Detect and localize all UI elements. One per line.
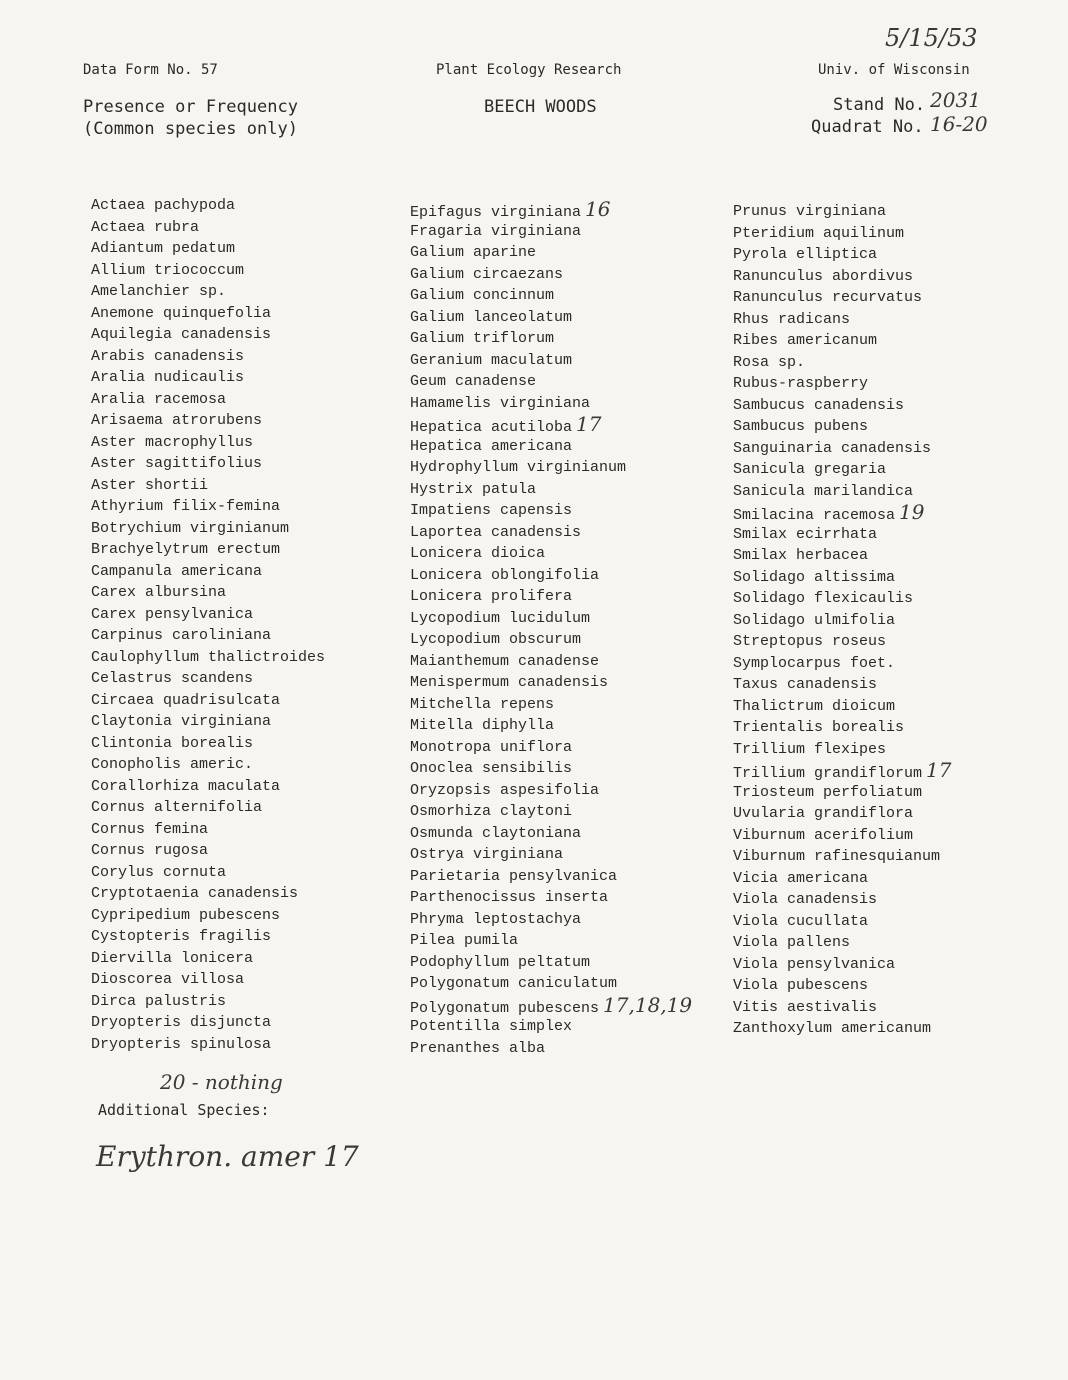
species-row bbox=[733, 395, 951, 417]
species-row bbox=[733, 846, 951, 868]
species-row bbox=[410, 242, 692, 264]
species-row bbox=[410, 866, 692, 888]
species-name: Osmorhiza claytoni bbox=[410, 803, 573, 820]
species-name: Lonicera prolifera bbox=[410, 588, 573, 605]
species-row bbox=[91, 217, 325, 239]
species-row bbox=[91, 690, 325, 712]
species-name: Streptopus roseus bbox=[733, 633, 887, 650]
species-row bbox=[733, 244, 951, 266]
species-row bbox=[733, 309, 951, 331]
species-name: Arisaema atrorubens bbox=[91, 412, 263, 429]
species-name: Hystrix patula bbox=[410, 480, 537, 498]
organization: Plant Ecology Research bbox=[436, 62, 622, 78]
species-column-1 bbox=[91, 195, 325, 1055]
species-row bbox=[410, 199, 692, 221]
community-title: BEECH WOODS bbox=[484, 97, 597, 117]
species-row bbox=[410, 565, 692, 587]
species-row bbox=[410, 672, 692, 694]
species-name: Sanicula gregaria bbox=[733, 461, 887, 478]
species-row bbox=[733, 459, 951, 481]
species-row bbox=[410, 780, 692, 802]
species-row bbox=[733, 588, 951, 610]
species-name: Cornus femina bbox=[91, 820, 209, 838]
species-row bbox=[733, 954, 951, 976]
species-name: Viola canadensis bbox=[733, 891, 878, 908]
species-name: Cystopteris fragilis bbox=[91, 928, 272, 945]
university: Univ. of Wisconsin bbox=[818, 62, 970, 78]
form-number: Data Form No. 57 bbox=[83, 62, 218, 78]
species-name: Arabis canadensis bbox=[91, 347, 245, 365]
species-row bbox=[410, 543, 692, 565]
species-name: Carex albursina bbox=[91, 584, 227, 601]
form-title-line2: (Common species only) bbox=[83, 119, 298, 139]
species-row bbox=[733, 1018, 951, 1040]
species-row bbox=[733, 416, 951, 438]
species-row bbox=[410, 328, 692, 350]
handwritten-quadrat-note: 16 bbox=[585, 197, 611, 221]
species-row bbox=[91, 840, 325, 862]
species-row bbox=[733, 825, 951, 847]
species-name: Thalictrum dioicum bbox=[733, 697, 896, 715]
additional-note-bottom: Erythron. amer 17 bbox=[96, 1140, 359, 1173]
species-name: Circaea quadrisulcata bbox=[91, 691, 281, 709]
species-row bbox=[733, 932, 951, 954]
species-name: Viburnum rafinesquianum bbox=[733, 848, 941, 865]
species-row bbox=[91, 453, 325, 475]
species-name: Uvularia grandiflora bbox=[733, 805, 914, 822]
species-name: Dryopteris spinulosa bbox=[91, 1035, 272, 1053]
species-name: Clintonia borealis bbox=[91, 734, 254, 752]
species-name: Galium lanceolatum bbox=[410, 308, 573, 326]
species-row bbox=[733, 631, 951, 653]
species-row bbox=[410, 393, 692, 415]
species-row bbox=[410, 436, 692, 458]
species-row bbox=[410, 1016, 692, 1038]
species-name: Corallorhiza maculata bbox=[91, 777, 281, 795]
species-row bbox=[91, 1034, 325, 1056]
species-row bbox=[733, 330, 951, 352]
species-row bbox=[91, 303, 325, 325]
species-row bbox=[410, 737, 692, 759]
species-name: Lycopodium obscurum bbox=[410, 631, 582, 648]
species-column-2 bbox=[410, 199, 692, 1059]
species-name: Corylus cornuta bbox=[91, 863, 227, 881]
species-row bbox=[91, 733, 325, 755]
species-name: Anemone quinquefolia bbox=[91, 304, 272, 322]
species-name: Dioscorea villosa bbox=[91, 971, 245, 988]
species-name: Monotropa uniflora bbox=[410, 738, 573, 756]
species-name: Rhus radicans bbox=[733, 310, 851, 328]
species-row bbox=[733, 696, 951, 718]
species-name: Laportea canadensis bbox=[410, 523, 582, 541]
species-row bbox=[733, 266, 951, 288]
species-name: Maianthemum canadense bbox=[410, 652, 600, 670]
species-row bbox=[91, 475, 325, 497]
species-name: Galium aparine bbox=[410, 244, 537, 261]
species-name: Galium circaezans bbox=[410, 265, 564, 283]
species-name: Solidago altissima bbox=[733, 568, 896, 586]
species-row bbox=[91, 346, 325, 368]
species-row bbox=[410, 350, 692, 372]
species-name: Amelanchier sp. bbox=[91, 283, 227, 300]
species-name: Lonicera dioica bbox=[410, 545, 546, 562]
species-name: Hamamelis virginiana bbox=[410, 394, 591, 412]
species-row bbox=[410, 479, 692, 501]
species-name: Celastrus scandens bbox=[91, 670, 254, 687]
species-row bbox=[91, 883, 325, 905]
species-name: Pteridium aquilinum bbox=[733, 224, 905, 242]
species-name: Mitella diphylla bbox=[410, 717, 555, 734]
species-row bbox=[91, 582, 325, 604]
species-row bbox=[410, 758, 692, 780]
species-row bbox=[733, 803, 951, 825]
species-name: Oryzopsis aspesifolia bbox=[410, 781, 600, 799]
species-row bbox=[733, 287, 951, 309]
species-name: Solidago flexicaulis bbox=[733, 590, 914, 607]
stand-label: Stand No. bbox=[833, 95, 926, 115]
species-row bbox=[733, 201, 951, 223]
species-name: Sanguinaria canadensis bbox=[733, 439, 932, 457]
species-row bbox=[733, 610, 951, 632]
species-row bbox=[410, 285, 692, 307]
species-row bbox=[91, 561, 325, 583]
species-row bbox=[91, 819, 325, 841]
species-name: Aralia nudicaulis bbox=[91, 369, 245, 386]
handwritten-date: 5/15/53 bbox=[885, 24, 978, 52]
species-row bbox=[733, 997, 951, 1019]
species-name: Potentilla simplex bbox=[410, 1018, 573, 1035]
species-row bbox=[91, 238, 325, 260]
form-title-line1: Presence or Frequency bbox=[83, 97, 298, 117]
species-name: Cypripedium pubescens bbox=[91, 906, 281, 924]
species-name: Caulophyllum thalictroides bbox=[91, 648, 326, 666]
species-name: Ribes americanum bbox=[733, 332, 878, 349]
species-name: Lonicera oblongifolia bbox=[410, 566, 600, 584]
species-row bbox=[91, 539, 325, 561]
species-row bbox=[91, 647, 325, 669]
species-name: Viola pallens bbox=[733, 934, 851, 951]
species-name: Prunus virginiana bbox=[733, 203, 887, 220]
species-name: Parietaria pensylvanica bbox=[410, 867, 618, 885]
species-name: Campanula americana bbox=[91, 562, 263, 580]
species-name: Geranium maculatum bbox=[410, 351, 573, 369]
handwritten-quadrat-note: 17 bbox=[576, 412, 602, 436]
stand-value: 2031 bbox=[930, 88, 981, 112]
species-name: Trillium flexipes bbox=[733, 740, 887, 758]
species-row bbox=[410, 371, 692, 393]
species-row bbox=[410, 909, 692, 931]
species-row bbox=[733, 481, 951, 503]
species-row bbox=[410, 952, 692, 974]
species-name: Smilacina racemosa bbox=[733, 507, 896, 524]
species-row bbox=[410, 264, 692, 286]
species-name: Athyrium filix-femina bbox=[91, 498, 281, 515]
species-name: Symplocarpus foet. bbox=[733, 654, 896, 672]
species-row bbox=[410, 887, 692, 909]
handwritten-quadrat-note: 17 bbox=[926, 758, 952, 782]
species-name: Mitchella repens bbox=[410, 695, 555, 713]
species-row bbox=[733, 438, 951, 460]
species-name: Geum canadense bbox=[410, 373, 537, 390]
species-row bbox=[91, 260, 325, 282]
species-row bbox=[410, 500, 692, 522]
species-name: Aralia racemosa bbox=[91, 390, 227, 408]
species-name: Vitis aestivalis bbox=[733, 998, 878, 1016]
species-row bbox=[410, 992, 693, 1017]
species-row bbox=[91, 518, 325, 540]
species-row bbox=[91, 324, 325, 346]
species-name: Triosteum perfoliatum bbox=[733, 783, 923, 801]
species-name: Podophyllum peltatum bbox=[410, 953, 591, 971]
species-name: Polygonatum caniculatum bbox=[410, 975, 618, 992]
species-name: Cornus alternifolia bbox=[91, 799, 263, 816]
species-name: Taxus canadensis bbox=[733, 676, 878, 693]
species-row bbox=[733, 717, 951, 739]
species-row bbox=[91, 991, 325, 1013]
species-name: Parthenocissus inserta bbox=[410, 889, 609, 906]
species-name: Smilax herbacea bbox=[733, 547, 869, 564]
species-row bbox=[410, 1038, 692, 1060]
species-row bbox=[410, 414, 692, 436]
species-name: Trillium grandiflorum bbox=[733, 765, 923, 782]
species-row bbox=[733, 502, 951, 524]
species-name: Conopholis americ. bbox=[91, 756, 254, 773]
additional-species-label: Additional Species: bbox=[98, 1101, 270, 1119]
species-row bbox=[733, 782, 951, 804]
species-name: Carex pensylvanica bbox=[91, 605, 254, 623]
species-name: Vicia americana bbox=[733, 869, 869, 887]
species-name: Viola cucullata bbox=[733, 912, 869, 930]
species-row bbox=[91, 604, 325, 626]
species-row bbox=[410, 522, 692, 544]
species-name: Aster shortii bbox=[91, 476, 209, 494]
quadrat-value: 16-20 bbox=[930, 112, 988, 136]
species-row bbox=[410, 973, 692, 995]
species-row bbox=[91, 711, 325, 733]
species-name: Viburnum acerifolium bbox=[733, 826, 914, 844]
species-name: Aster sagittifolius bbox=[91, 455, 263, 472]
species-row bbox=[91, 496, 325, 518]
species-name: Aster macrophyllus bbox=[91, 433, 254, 451]
species-row bbox=[91, 625, 325, 647]
additional-note-top: 20 - nothing bbox=[160, 1070, 283, 1094]
species-row bbox=[410, 307, 692, 329]
species-row bbox=[733, 868, 951, 890]
species-row bbox=[410, 651, 692, 673]
species-name: Hydrophyllum virginianum bbox=[410, 459, 627, 476]
species-row bbox=[91, 432, 325, 454]
species-name: Rosa sp. bbox=[733, 353, 806, 371]
handwritten-quadrat-note: 17,18,19 bbox=[603, 992, 693, 1017]
species-row bbox=[91, 969, 325, 991]
quadrat-label: Quadrat No. bbox=[811, 117, 924, 137]
species-name: Onoclea sensibilis bbox=[410, 760, 573, 777]
species-name: Botrychium virginianum bbox=[91, 519, 290, 537]
species-row bbox=[733, 911, 951, 933]
species-row bbox=[410, 457, 692, 479]
species-row bbox=[91, 367, 325, 389]
species-name: Epifagus virginiana bbox=[410, 204, 582, 221]
species-name: Phryma leptostachya bbox=[410, 910, 582, 928]
species-row bbox=[91, 797, 325, 819]
species-name: Ostrya virginiana bbox=[410, 846, 564, 863]
species-row bbox=[91, 754, 325, 776]
species-row bbox=[91, 1012, 325, 1034]
species-row bbox=[410, 823, 692, 845]
species-row bbox=[733, 760, 951, 782]
species-name: Adiantum pedatum bbox=[91, 240, 236, 257]
species-name: Osmunda claytoniana bbox=[410, 824, 582, 842]
species-name: Ranunculus abordivus bbox=[733, 267, 914, 285]
species-name: Pyrola elliptica bbox=[733, 246, 878, 263]
species-row bbox=[91, 905, 325, 927]
species-row bbox=[733, 545, 951, 567]
species-name: Hepatica acutiloba bbox=[410, 419, 573, 436]
species-name: Menispermum canadensis bbox=[410, 674, 609, 691]
species-name: Smilax ecirrhata bbox=[733, 525, 878, 543]
species-row bbox=[91, 668, 325, 690]
species-name: Viola pensylvanica bbox=[733, 955, 896, 973]
species-row bbox=[410, 221, 692, 243]
species-name: Ranunculus recurvatus bbox=[733, 289, 923, 306]
species-row bbox=[410, 608, 692, 630]
species-name: Actaea rubra bbox=[91, 218, 200, 236]
species-row bbox=[91, 776, 325, 798]
species-row bbox=[91, 410, 325, 432]
species-row bbox=[91, 926, 325, 948]
species-name: Galium triflorum bbox=[410, 330, 555, 347]
species-name: Dryopteris disjuncta bbox=[91, 1014, 272, 1031]
species-row bbox=[733, 889, 951, 911]
species-name: Lycopodium lucidulum bbox=[410, 609, 591, 627]
species-name: Aquilegia canadensis bbox=[91, 326, 272, 343]
species-name: Fragaria virginiana bbox=[410, 222, 582, 240]
species-name: Claytonia virginiana bbox=[91, 713, 272, 730]
species-name: Zanthoxylum americanum bbox=[733, 1020, 932, 1037]
species-row bbox=[410, 844, 692, 866]
species-row bbox=[91, 281, 325, 303]
species-name: Cornus rugosa bbox=[91, 842, 209, 859]
species-row bbox=[410, 694, 692, 716]
species-column-3 bbox=[733, 201, 951, 1040]
species-name: Impatiens capensis bbox=[410, 502, 573, 519]
species-row bbox=[733, 653, 951, 675]
species-name: Allium triococcum bbox=[91, 261, 245, 279]
species-row bbox=[733, 975, 951, 997]
species-name: Actaea pachypoda bbox=[91, 197, 236, 214]
species-name: Pilea pumila bbox=[410, 932, 519, 949]
species-row bbox=[91, 948, 325, 970]
species-name: Sambucus pubens bbox=[733, 418, 869, 435]
handwritten-quadrat-note: 19 bbox=[899, 500, 925, 524]
species-row bbox=[733, 567, 951, 589]
species-row bbox=[91, 195, 325, 217]
species-name: Rubus-raspberry bbox=[733, 375, 869, 392]
species-row bbox=[733, 223, 951, 245]
species-name: Brachyelytrum erectum bbox=[91, 541, 281, 558]
species-name: Carpinus caroliniana bbox=[91, 627, 272, 644]
species-row bbox=[733, 739, 951, 761]
species-name: Cryptotaenia canadensis bbox=[91, 885, 299, 902]
species-row bbox=[410, 586, 692, 608]
species-row bbox=[733, 352, 951, 374]
species-row bbox=[733, 524, 951, 546]
species-name: Viola pubescens bbox=[733, 977, 869, 994]
species-name: Sanicula marilandica bbox=[733, 482, 914, 500]
species-name: Polygonatum pubescens bbox=[410, 999, 600, 1017]
species-name: Prenanthes alba bbox=[410, 1039, 546, 1057]
species-row bbox=[410, 715, 692, 737]
species-name: Sambucus canadensis bbox=[733, 396, 905, 414]
species-name: Hepatica americana bbox=[410, 437, 573, 455]
species-name: Solidago ulmifolia bbox=[733, 611, 896, 629]
species-row bbox=[733, 674, 951, 696]
species-name: Dirca palustris bbox=[91, 992, 227, 1010]
species-name: Trientalis borealis bbox=[733, 719, 905, 736]
species-row bbox=[410, 801, 692, 823]
species-row bbox=[410, 930, 692, 952]
species-row bbox=[91, 389, 325, 411]
species-name: Diervilla lonicera bbox=[91, 949, 254, 967]
species-row bbox=[410, 629, 692, 651]
species-name: Galium concinnum bbox=[410, 287, 555, 304]
species-row bbox=[733, 373, 951, 395]
species-row bbox=[91, 862, 325, 884]
